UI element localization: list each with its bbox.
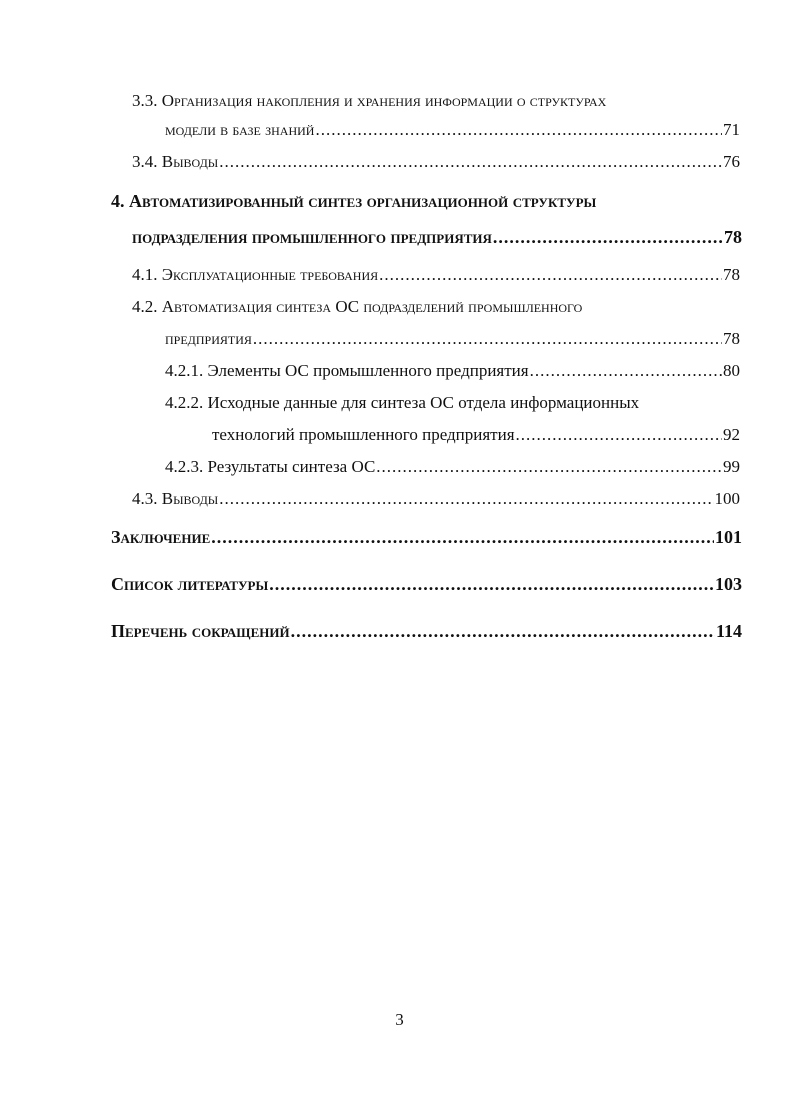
toc-entry-title: 4.1. Эксплуатационные требования xyxy=(132,265,379,284)
toc-page-number: 80 xyxy=(723,361,740,380)
toc-page-number: 78 xyxy=(723,329,740,348)
dot-leader xyxy=(376,456,722,478)
toc-entry-4-2-2[interactable] xyxy=(212,424,740,446)
toc-entry-title: 4.3. Выводы xyxy=(132,489,219,508)
toc-chapter-4[interactable] xyxy=(132,226,742,248)
toc-entry-4-2[interactable] xyxy=(165,328,740,350)
toc-entry-4-2-2-line1: 4.2.2. Исходные данные для синтеза ОС отдела информационных xyxy=(165,393,640,412)
toc-entry-title: модели в базе знаний xyxy=(165,120,315,139)
toc-entry-3-3[interactable] xyxy=(165,119,740,141)
toc-abbreviations[interactable] xyxy=(111,620,742,642)
dot-leader xyxy=(291,620,715,642)
toc-page-number: 71 xyxy=(723,120,740,139)
dot-leader xyxy=(219,488,713,510)
toc-page-number: 114 xyxy=(715,621,742,641)
toc-references[interactable] xyxy=(111,573,742,595)
toc-entry-title: предприятия xyxy=(165,329,252,348)
toc-entry-4-1[interactable] xyxy=(132,264,740,286)
toc-entry-title: Перечень сокращений xyxy=(111,621,290,641)
toc-entry-title: 3.4. Выводы xyxy=(132,152,219,171)
toc-entry-title: 4.2.1. Элементы ОС промышленного предприятия xyxy=(165,361,529,380)
dot-leader xyxy=(315,119,722,141)
dot-leader xyxy=(493,226,723,248)
toc-page-number: 103 xyxy=(715,574,742,594)
toc-page-number: 92 xyxy=(723,425,740,444)
toc-entry-3-3-line1: 3.3. Организация накопления и хранения информации о структурах xyxy=(132,91,607,110)
toc-entry-4-2-line1: 4.2. Автоматизация синтеза ОС подразделений промышленного xyxy=(132,297,583,316)
dot-leader xyxy=(379,264,722,286)
toc-page-number: 101 xyxy=(715,527,742,547)
toc-entry-title: 4.2.3. Результаты синтеза ОС xyxy=(165,457,376,476)
toc-conclusion[interactable] xyxy=(111,526,742,548)
toc-page-number: 78 xyxy=(723,265,740,284)
toc-entry-title: Список литературы xyxy=(111,574,269,594)
toc-entry-4-2-3[interactable] xyxy=(165,456,740,478)
toc-entry-3-4[interactable] xyxy=(132,151,740,173)
toc-page-number: 99 xyxy=(723,457,740,476)
toc-chapter-4-line1: 4. Автоматизированный синтез организационной структуры xyxy=(111,191,597,211)
page-number: 3 xyxy=(395,1010,404,1029)
toc-entry-4-2-1[interactable] xyxy=(165,360,740,382)
toc-entry-title: технологий промышленного предприятия xyxy=(212,425,515,444)
toc-entry-4-3[interactable] xyxy=(132,488,740,510)
toc-page-number: 76 xyxy=(723,152,740,171)
dot-leader xyxy=(530,360,722,382)
dot-leader xyxy=(516,424,722,446)
toc-entry-title: подразделения промышленного предприятия xyxy=(132,227,492,247)
toc-page-number: 78 xyxy=(724,227,742,247)
dot-leader xyxy=(211,526,714,548)
toc-page-number: 100 xyxy=(714,489,740,508)
dot-leader xyxy=(253,328,722,350)
dot-leader xyxy=(219,151,722,173)
dot-leader xyxy=(269,573,714,595)
toc-entry-title: Заключение xyxy=(111,527,211,547)
